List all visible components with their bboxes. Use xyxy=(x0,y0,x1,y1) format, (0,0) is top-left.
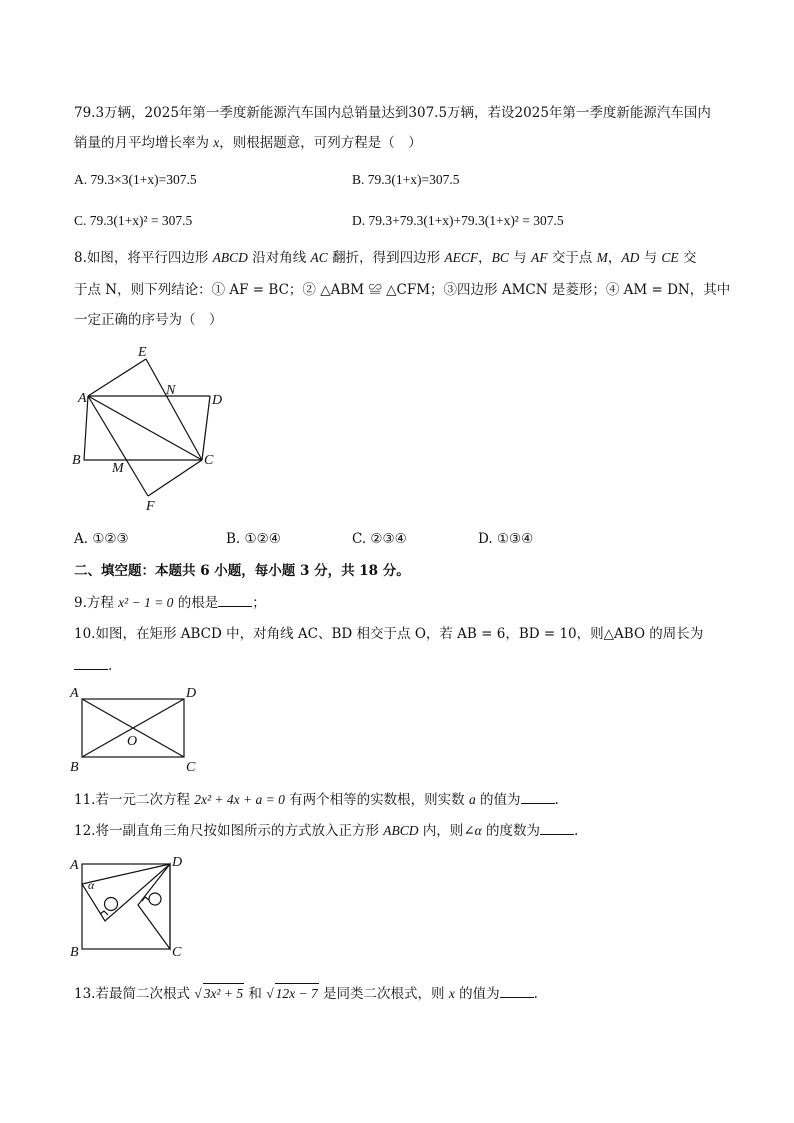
q13-text: 和 xyxy=(244,986,267,1002)
q8-math: BC xyxy=(491,250,509,265)
q11-text: 有两个相等的实数根，则实数 xyxy=(284,792,469,808)
q10-label-b: B xyxy=(70,760,79,774)
q8-label-f: F xyxy=(146,499,155,514)
q13-radicand-1: 3x² + 5 xyxy=(203,983,244,1004)
q12-circle-right xyxy=(149,893,161,905)
q12-angle: ∠α xyxy=(463,823,482,838)
q12-text: 的度数为 xyxy=(481,823,541,839)
q8-text: ， xyxy=(478,250,492,266)
q7-option-b: B. 79.3(1+x)=307.5 xyxy=(352,172,460,187)
q11-text: 11.若一元二次方程 xyxy=(74,792,195,808)
q8-label-n: N xyxy=(166,383,176,398)
q8-text: 翻折，得到四边形 xyxy=(327,250,445,266)
q10-label-o: O xyxy=(127,734,138,749)
q8-line-fc xyxy=(148,460,202,496)
q12-label-c: C xyxy=(172,945,182,960)
q8-figure xyxy=(60,340,240,515)
q8-text: 沿对角线 xyxy=(247,250,311,266)
q8-option-c: C. ②③④ xyxy=(352,531,407,547)
q8-math: AF xyxy=(530,250,548,265)
q12-blank xyxy=(540,820,574,835)
q7-line2a: 销量的月平均增长率为 xyxy=(74,135,214,151)
q10-line2 xyxy=(74,655,112,676)
q8-math: AD xyxy=(621,250,640,265)
q7-line1: 79.3万辆，2025年第一季度新能源汽车国内总销量达到307.5万辆，若设2025年第一季度新能源汽车国内 xyxy=(74,105,711,121)
q7-option-a: A. 79.3×3(1+x)=307.5 xyxy=(74,172,197,187)
q13-var: x xyxy=(448,986,455,1001)
q13-text: 的值为 xyxy=(454,986,500,1002)
q12 xyxy=(74,820,578,841)
q8-label-e: E xyxy=(138,345,147,360)
q10-label-d: D xyxy=(186,686,197,701)
q12-triangle-30-60 xyxy=(82,864,170,921)
q12-label-d: D xyxy=(172,855,183,870)
q7-option-d: D. 79.3+79.3(1+x)+79.3(1+x)² = 307.5 xyxy=(352,213,564,228)
q13-text: 是同类二次根式，则 xyxy=(318,986,449,1002)
q12-square: ABCD xyxy=(383,823,419,838)
q8-label-m: M xyxy=(112,461,124,476)
q8-text: 与 xyxy=(639,250,662,266)
q7-var: x xyxy=(213,135,220,150)
q12-label-alpha: α xyxy=(88,878,95,892)
q8-line2: 于点 N，则下列结论：① AF = BC；② △ABM ≌ △CFM；③四边形 AMCN 是菱形；④ AM = DN，其中 xyxy=(74,282,731,298)
sqrt-sign: √ xyxy=(266,986,274,1001)
q8-line-af xyxy=(88,396,148,496)
q8-label-d: D xyxy=(212,393,223,408)
q10-text: . xyxy=(108,658,113,674)
q7-line2 xyxy=(74,133,422,153)
q12-figure xyxy=(66,850,196,960)
q12-label-b: B xyxy=(70,945,79,960)
q9-text: ； xyxy=(252,595,266,611)
q8-option-d: D. ①③④ xyxy=(478,531,534,547)
q11-equation: 2x² + 4x + a = 0 xyxy=(194,792,285,807)
q11 xyxy=(74,789,559,810)
q8-math: M xyxy=(596,250,608,265)
q8-line-ae xyxy=(88,359,146,396)
q13-text: 13.若最简二次根式 xyxy=(74,986,195,1002)
q8-line-dc xyxy=(202,396,210,460)
q7-line2b: ，则根据题意，可列方程是（ ） xyxy=(219,135,422,151)
q10-figure xyxy=(66,682,206,774)
q8-label-b: B xyxy=(72,453,81,468)
q7-option-c: C. 79.3(1+x)² = 307.5 xyxy=(74,213,193,228)
q8-math: AECF xyxy=(444,250,479,265)
q12-text: 内，则 xyxy=(418,823,464,839)
q12-square xyxy=(82,864,170,949)
q9-text: 9.方程 xyxy=(74,595,119,611)
q8-line1 xyxy=(74,248,696,268)
q12-label-a: A xyxy=(70,858,79,873)
q8-math: CE xyxy=(661,250,679,265)
q13 xyxy=(74,983,538,1004)
q9-equation: x² − 1 = 0 xyxy=(118,595,174,610)
q8-line3: 一定正确的序号为（ ） xyxy=(74,312,223,328)
q8-text: 与 xyxy=(508,250,531,266)
q13-text: . xyxy=(533,986,538,1002)
q11-text: . xyxy=(554,792,559,808)
q11-text: 的值为 xyxy=(475,792,521,808)
q8-label-a: A xyxy=(78,391,87,406)
q13-blank xyxy=(500,983,534,998)
section-heading: 二、填空题：本题共 6 小题，每小题 3 分，共 18 分。 xyxy=(74,563,410,579)
q12-text: . xyxy=(574,823,579,839)
q10-blank xyxy=(74,655,108,670)
q8-text: ， xyxy=(607,250,622,266)
q8-text: 8.如图，将平行四边形 xyxy=(74,250,213,266)
q12-text: 12.将一副直角三角尺按如图所示的方式放入正方形 xyxy=(74,823,384,839)
q9-blank xyxy=(218,592,252,607)
q12-circle-left xyxy=(105,898,118,911)
q13-radicand-2: 12x − 7 xyxy=(275,983,319,1004)
q12-triangle-45 xyxy=(138,864,170,949)
q9 xyxy=(74,592,266,613)
q11-var: a xyxy=(468,792,476,807)
q8-text: 交 xyxy=(678,250,697,266)
q10-line1: 10.如图，在矩形 ABCD 中，对角线 AC、BD 相交于点 O，若 AB = 6，BD = 10，则△ABO 的周长为 xyxy=(74,626,704,642)
q8-math: AC xyxy=(310,250,328,265)
q10-label-a: A xyxy=(70,686,79,701)
q9-text: 的根是 xyxy=(173,595,219,611)
sqrt-sign: √ xyxy=(194,986,202,1001)
q8-math: ABCD xyxy=(212,250,248,265)
q11-blank xyxy=(521,789,555,804)
q8-text: 交于点 xyxy=(547,250,597,266)
q8-label-c: C xyxy=(204,453,214,468)
q10-label-c: C xyxy=(186,760,196,774)
q8-option-a: A. ①②③ xyxy=(74,531,129,547)
q8-option-b: B. ①②④ xyxy=(226,531,281,547)
